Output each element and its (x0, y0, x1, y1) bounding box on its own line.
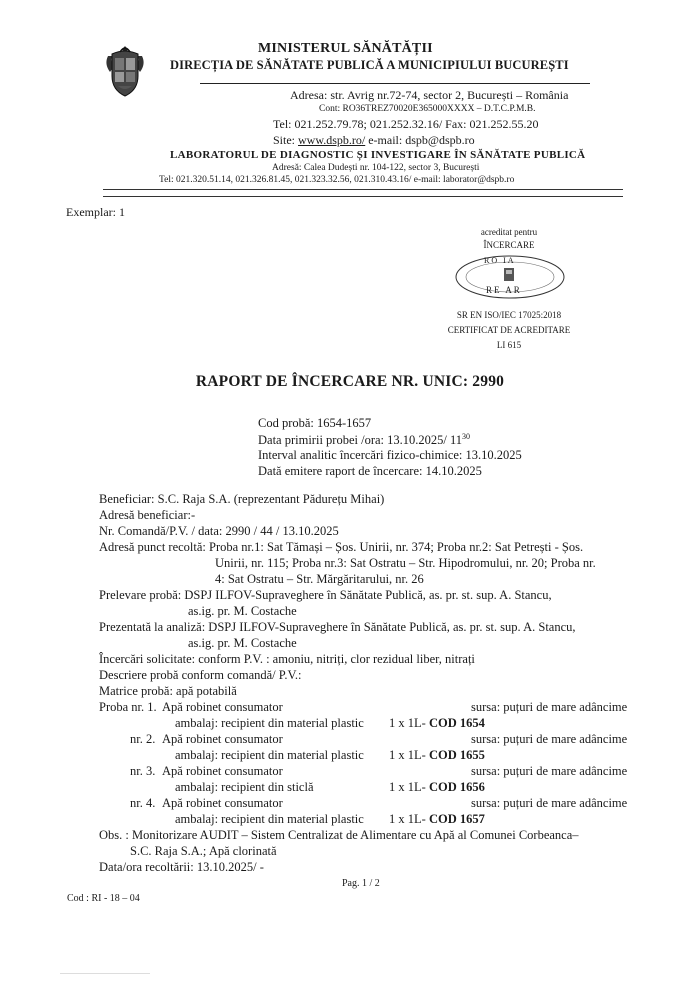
presented-1: Prezentată la analiză: DSPJ ILFOV-Supraveghere în Sănătate Publică, as. pr. st. sup. A. Stancu, (99, 620, 576, 634)
sample-source: sursa: puțuri de mare adâncime (471, 796, 628, 810)
sample-packaging: ambalaj: recipient din material plastic (175, 812, 364, 826)
sample-source: sursa: puțuri de mare adâncime (471, 764, 628, 778)
sample-qty: 1 x 1L- (389, 812, 426, 826)
sample-code-bold: COD 1657 (428, 812, 485, 826)
page-number: Pag. 1 / 2 (342, 878, 380, 889)
sample-label: nr. 4. (130, 796, 156, 810)
requested-tests: Încercări solicitate: conform P.V. : amoniu, nitriți, clor rezidual liber, nitrați (99, 652, 475, 666)
accreditation-code: LI 615 (496, 340, 522, 350)
lab-address: Adresă: Calea Dudești nr. 104-122, sector 3, București (272, 163, 480, 173)
sample-packaging: ambalaj: recipient din material plastic (175, 716, 364, 730)
ministry-title: MINISTERUL SĂNĂTĂȚII (258, 41, 433, 56)
sample-code: Cod probă: 1654-1657 (258, 416, 372, 430)
site-label: Site: (273, 133, 296, 147)
sample-quantity (389, 780, 485, 795)
stamp-top-text: RO IA (484, 256, 516, 265)
accreditation-line1: acreditat pentru (480, 227, 538, 237)
issue-date: Dată emitere raport de încercare: 14.10.2025 (258, 464, 482, 478)
site-link[interactable]: www.dspb.ro/ (298, 133, 366, 147)
sample-code-bold: COD 1655 (428, 748, 485, 762)
beneficiary: Beneficiar: S.C. Raja S.A. (reprezentant Pădurețu Mihai) (99, 492, 385, 506)
order-number: Nr. Comandă/P.V. / data: 2990 / 44 / 13.10.2025 (99, 524, 339, 538)
report-title: RAPORT DE ÎNCERCARE NR. UNIC: 2990 (195, 373, 505, 390)
lab-phone: Tel: 021.320.51.14, 021.326.81.45, 021.323.32.56, 021.310.43.16/ e-mail: laborator@dspb.ro (159, 175, 515, 185)
collection-address-2: Unirii, nr. 115; Proba nr.3: Sat Ostratu – Str. Hipodromului, nr. 20; Proba nr. (215, 556, 596, 570)
sample-quantity (389, 812, 485, 827)
analytic-interval: Interval analitic încercări fizico-chimice: 13.10.2025 (258, 448, 522, 462)
sample-qty: 1 x 1L- (389, 780, 426, 794)
header-rule (200, 83, 590, 84)
sample-type: Apă robinet consumator (162, 796, 283, 810)
sample-packaging: ambalaj: recipient din material plastic (175, 748, 364, 762)
received-text: Data primirii probei /ora: 13.10.2025/ 11 (258, 433, 463, 448)
sample-matrix: Matrice probă: apă potabilă (99, 684, 237, 698)
exemplar-label: Exemplar: 1 (66, 205, 125, 219)
coat-of-arms-icon (100, 42, 150, 100)
accreditation-certificate: CERTIFICAT DE ACREDITARE (447, 325, 571, 335)
sample-source: sursa: puțuri de mare adâncime (471, 700, 628, 714)
address-line: Adresa: str. Avrig nr.72-74, sector 2, București – România (290, 88, 569, 102)
phone-line: Tel: 021.252.79.78; 021.252.32.16/ Fax: 021.252.55.20 (273, 117, 539, 131)
sampling-2: as.ig. pr. M. Costache (188, 604, 297, 618)
sample-label: Proba nr. 1. (99, 700, 157, 714)
accreditation-line2: ÎNCERCARE (483, 240, 535, 250)
sample-quantity (389, 716, 485, 731)
sample-type: Apă robinet consumator (162, 764, 283, 778)
sample-description: Descriere probă conform comandă/ P.V.: (99, 668, 302, 682)
directorate-title: DIRECȚIA DE SĂNĂTATE PUBLICĂ A MUNICIPIULUI BUCUREȘTI (170, 58, 569, 72)
site-email: e-mail: dspb@dspb.ro (368, 133, 475, 147)
beneficiary-address: Adresă beneficiar:- (99, 508, 196, 522)
collection-date: Data/ora recoltării: 13.10.2025/ - (99, 860, 264, 874)
sampling-1: Prelevare probă: DSPJ ILFOV-Supraveghere în Sănătate Publică, as. pr. st. sup. A. Stancu, (99, 588, 552, 602)
account-line: Cont: RO36TREZ70020E365000XXXX – D.T.C.P.M.B. (319, 104, 536, 114)
header-separator (103, 189, 623, 197)
received-minutes: 30 (462, 432, 471, 441)
sample-source: sursa: puțuri de mare adâncime (471, 732, 628, 746)
stamp-bottom-text: RE AR (486, 285, 522, 295)
presented-2: as.ig. pr. M. Costache (188, 636, 297, 650)
bottom-rule (60, 973, 150, 974)
document-code: Cod : RI - 18 – 04 (67, 893, 140, 904)
lab-name: LABORATORUL DE DIAGNOSTIC ȘI INVESTIGARE ÎN SĂNĂTATE PUBLICĂ (170, 149, 586, 161)
collection-address-3: 4: Sat Ostratu – Str. Mărgăritarului, nr. 26 (215, 572, 424, 586)
observations-2: S.C. Raja S.A.; Apă clorinată (130, 844, 277, 858)
sample-type: Apă robinet consumator (162, 732, 283, 746)
sample-label: nr. 2. (130, 732, 156, 746)
sample-packaging: ambalaj: recipient din sticlă (175, 780, 314, 794)
sample-qty: 1 x 1L- (389, 716, 426, 730)
collection-address-1: Adresă punct recoltă: Proba nr.1: Sat Tămași – Șos. Unirii, nr. 374; Proba nr.2: Sat Petrești - Șos. (99, 540, 584, 554)
sample-label: nr. 3. (130, 764, 156, 778)
sample-code-bold: COD 1654 (428, 716, 485, 730)
sample-qty: 1 x 1L- (389, 748, 426, 762)
sample-type: Apă robinet consumator (162, 700, 283, 714)
accreditation-standard: SR EN ISO/IEC 17025:2018 (456, 310, 562, 320)
observations-1: Obs. : Monitorizare AUDIT – Sistem Centralizat de Alimentare cu Apă al Comunei Corbeanca– (99, 828, 579, 842)
site-line (273, 133, 475, 148)
sample-quantity (389, 748, 485, 763)
received-date (258, 432, 470, 448)
sample-code-bold: COD 1656 (428, 780, 485, 794)
